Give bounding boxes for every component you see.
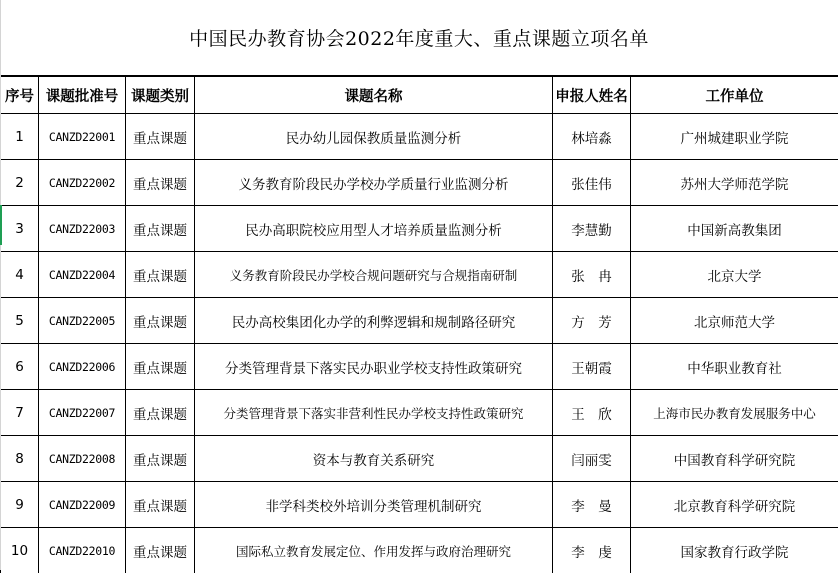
cell-category[interactable]: 重点课题 (126, 482, 195, 528)
cell-category[interactable]: 重点课题 (126, 390, 195, 436)
table-row (1, 298, 838, 344)
cell-approval-number[interactable]: CANZD22005 (39, 298, 126, 344)
cell-index[interactable]: 4 (1, 252, 39, 298)
cell-organization[interactable]: 北京教育科学研究院 (631, 482, 838, 528)
table-row (1, 160, 838, 206)
cell-index[interactable]: 6 (1, 344, 39, 390)
cell-organization[interactable]: 北京大学 (631, 252, 838, 298)
cell-index[interactable]: 8 (1, 436, 39, 482)
cell-project-name[interactable]: 义务教育阶段民办学校合规问题研究与合规指南研制 (195, 252, 553, 298)
cell-approval-number[interactable]: CANZD22004 (39, 252, 126, 298)
cell-index[interactable]: 1 (1, 114, 39, 160)
cell-applicant[interactable]: 李 曼 (553, 482, 631, 528)
table-row (1, 436, 838, 482)
header-applicant[interactable]: 申报人姓名 (553, 77, 631, 114)
cell-category[interactable]: 重点课题 (126, 528, 195, 573)
cell-organization[interactable]: 苏州大学师范学院 (631, 160, 838, 206)
cell-applicant[interactable]: 闫丽雯 (553, 436, 631, 482)
cell-index[interactable]: 3 (1, 206, 39, 252)
table-row (1, 206, 838, 252)
project-table (0, 76, 838, 573)
cell-organization[interactable]: 中华职业教育社 (631, 344, 838, 390)
cell-approval-number[interactable]: CANZD22007 (39, 390, 126, 436)
header-organization[interactable]: 工作单位 (631, 77, 838, 114)
cell-applicant[interactable]: 李 虔 (553, 528, 631, 573)
cell-organization[interactable]: 中国新高教集团 (631, 206, 838, 252)
header-approval-number[interactable]: 课题批准号 (39, 77, 126, 114)
cell-index[interactable]: 7 (1, 390, 39, 436)
cell-applicant[interactable]: 李慧勤 (553, 206, 631, 252)
cell-approval-number[interactable]: CANZD22002 (39, 160, 126, 206)
row-selection-marker (0, 205, 2, 245)
cell-organization[interactable]: 国家教育行政学院 (631, 528, 838, 573)
title-row[interactable] (0, 0, 838, 76)
cell-index[interactable]: 10 (1, 528, 39, 573)
cell-category[interactable]: 重点课题 (126, 298, 195, 344)
cell-category[interactable]: 重点课题 (126, 252, 195, 298)
cell-category[interactable]: 重点课题 (126, 206, 195, 252)
header-index[interactable]: 序号 (1, 77, 39, 114)
cell-project-name[interactable]: 民办高职院校应用型人才培养质量监测分析 (195, 206, 553, 252)
cell-project-name[interactable]: 资本与教育关系研究 (195, 436, 553, 482)
cell-applicant[interactable]: 张 冉 (553, 252, 631, 298)
cell-approval-number[interactable]: CANZD22009 (39, 482, 126, 528)
cell-applicant[interactable]: 方 芳 (553, 298, 631, 344)
cell-index[interactable]: 9 (1, 482, 39, 528)
page-title: 中国民办教育协会2022年度重大、重点课题立项名单 (189, 24, 649, 51)
cell-approval-number[interactable]: CANZD22010 (39, 528, 126, 573)
cell-applicant[interactable]: 林培淼 (553, 114, 631, 160)
cell-approval-number[interactable]: CANZD22003 (39, 206, 126, 252)
cell-organization[interactable]: 广州城建职业学院 (631, 114, 838, 160)
cell-index[interactable]: 2 (1, 160, 39, 206)
cell-category[interactable]: 重点课题 (126, 344, 195, 390)
cell-approval-number[interactable]: CANZD22006 (39, 344, 126, 390)
cell-project-name[interactable]: 国际私立教育发展定位、作用发挥与政府治理研究 (195, 528, 553, 573)
cell-project-name[interactable]: 义务教育阶段民办学校办学质量行业监测分析 (195, 160, 553, 206)
cell-category[interactable]: 重点课题 (126, 114, 195, 160)
cell-project-name[interactable]: 分类管理背景下落实非营利性民办学校支持性政策研究 (195, 390, 553, 436)
table-row (1, 482, 838, 528)
cell-applicant[interactable]: 王朝霞 (553, 344, 631, 390)
cell-organization[interactable]: 北京师范大学 (631, 298, 838, 344)
cell-organization[interactable]: 上海市民办教育发展服务中心 (631, 390, 838, 436)
table-row (1, 344, 838, 390)
cell-category[interactable]: 重点课题 (126, 436, 195, 482)
table-row (1, 252, 838, 298)
header-project-name[interactable]: 课题名称 (195, 77, 553, 114)
cell-approval-number[interactable]: CANZD22001 (39, 114, 126, 160)
cell-applicant[interactable]: 张佳伟 (553, 160, 631, 206)
header-category[interactable]: 课题类别 (126, 77, 195, 114)
cell-project-name[interactable]: 非学科类校外培训分类管理机制研究 (195, 482, 553, 528)
cell-organization[interactable]: 中国教育科学研究院 (631, 436, 838, 482)
cell-approval-number[interactable]: CANZD22008 (39, 436, 126, 482)
cell-category[interactable]: 重点课题 (126, 160, 195, 206)
cell-index[interactable]: 5 (1, 298, 39, 344)
table-row (1, 528, 838, 573)
table-row (1, 390, 838, 436)
header-row (1, 77, 838, 114)
cell-project-name[interactable]: 民办高校集团化办学的利弊逻辑和规制路径研究 (195, 298, 553, 344)
cell-applicant[interactable]: 王 欣 (553, 390, 631, 436)
cell-project-name[interactable]: 分类管理背景下落实民办职业学校支持性政策研究 (195, 344, 553, 390)
table-row (1, 114, 838, 160)
sheet-edge-divider (0, 0, 1, 570)
cell-project-name[interactable]: 民办幼儿园保教质量监测分析 (195, 114, 553, 160)
